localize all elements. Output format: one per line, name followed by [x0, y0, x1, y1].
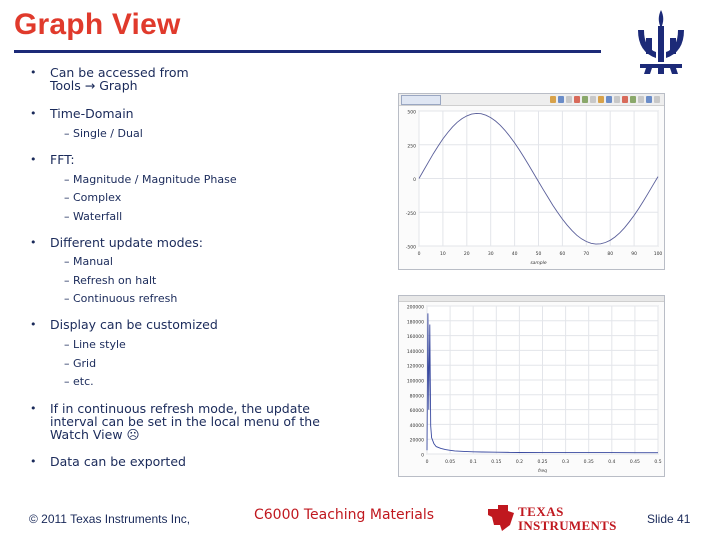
slide-title: Graph View	[14, 8, 181, 41]
x-axis-label: sample	[530, 261, 547, 266]
y-tick-label: -250	[405, 211, 416, 217]
x-tick-label: 10	[440, 252, 446, 257]
y-tick-label: 0	[413, 178, 416, 183]
y-tick-label: 80000	[409, 394, 424, 400]
x-tick-label: 0.4	[608, 460, 616, 465]
x-tick-label: 0.3	[562, 460, 570, 465]
sub-bullet: – Line style	[64, 338, 126, 351]
y-tick-label: 200000	[406, 305, 424, 311]
x-tick-label: 30	[487, 252, 494, 257]
x-tick-label: 80	[607, 252, 614, 257]
time-domain-chart	[399, 107, 664, 270]
toolbar-icon[interactable]	[582, 96, 588, 103]
x-tick-label: 70	[583, 252, 590, 257]
y-tick-label: 0	[421, 453, 424, 459]
brand-name-line2: INSTRUMENTS	[518, 518, 617, 533]
toolbar-icon[interactable]	[654, 96, 660, 103]
y-tick-label: 180000	[406, 320, 424, 326]
toolbar-icon[interactable]	[646, 96, 652, 103]
sub-bullet: – Single / Dual	[64, 127, 143, 140]
x-tick-label: 100	[653, 252, 663, 257]
x-tick-label: 0	[425, 460, 429, 465]
university-logo	[632, 8, 690, 74]
bullet-access: • Can be accessed from Tools → Graph	[30, 65, 189, 93]
toolbar-icon[interactable]	[574, 96, 580, 103]
bullet-export: • Data can be exported	[30, 454, 186, 469]
x-tick-label: 40	[511, 252, 518, 257]
x-tick-label: 0.25	[537, 460, 548, 465]
sub-bullet: – Complex	[64, 191, 122, 204]
time-domain-graph-window	[398, 93, 665, 270]
x-tick-label: 0	[417, 252, 421, 257]
toolbar-icon[interactable]	[606, 96, 612, 103]
x-tick-label: 0.2	[515, 460, 523, 465]
bullet-update-modes: • Different update modes:	[30, 235, 203, 250]
graph-toolbar	[399, 94, 664, 106]
y-tick-label: 20000	[409, 438, 424, 444]
y-tick-label: -500	[405, 245, 416, 251]
toolbar-icon[interactable]	[590, 96, 596, 103]
bullet-time-domain: • Time-Domain	[30, 106, 134, 121]
x-tick-label: 0.15	[491, 460, 502, 465]
bullet-continuous-refresh: • If in continuous refresh mode, the update interval can be set in the local menu of the Watch View ☹	[30, 401, 320, 442]
fft-graph-window	[398, 295, 665, 477]
copyright-text: © 2011 Texas Instruments Inc,	[29, 512, 191, 526]
toolbar-icon[interactable]	[550, 96, 556, 103]
sub-bullet: – Continuous refresh	[64, 292, 178, 305]
x-axis-label: freq	[537, 469, 548, 474]
x-tick-label: 50	[535, 252, 542, 257]
bullet-fft: • FFT:	[30, 152, 75, 167]
y-tick-label: 60000	[409, 409, 424, 415]
x-tick-label: 20	[463, 252, 470, 257]
y-tick-label: 40000	[409, 423, 424, 429]
fft-magnitude-chart	[399, 302, 664, 476]
toolbar-icon[interactable]	[558, 96, 564, 103]
x-tick-label: 90	[631, 252, 637, 257]
toolbar-icon[interactable]	[630, 96, 636, 103]
toolbar-icon[interactable]	[566, 96, 572, 103]
x-tick-label: 0.35	[583, 460, 594, 465]
sub-bullet: – Magnitude / Magnitude Phase	[64, 173, 237, 186]
y-tick-label: 160000	[406, 335, 424, 341]
sub-bullet: – Refresh on halt	[64, 274, 157, 287]
toolbar-icon[interactable]	[638, 96, 644, 103]
slide-number: Slide 41	[647, 512, 691, 526]
sub-bullet: – Manual	[64, 255, 113, 268]
x-tick-label: 0.45	[629, 460, 640, 465]
y-tick-label: 120000	[406, 364, 424, 370]
brand-name-line1: TEXAS	[518, 504, 564, 519]
toolbar-icon[interactable]	[622, 96, 628, 103]
y-tick-label: 100000	[406, 379, 424, 385]
x-tick-label: 0.1	[469, 460, 477, 465]
sub-bullet: – Waterfall	[64, 210, 123, 223]
toolbar-icon[interactable]	[598, 96, 604, 103]
bullet-list	[0, 0, 400, 480]
graph-tab[interactable]	[401, 95, 441, 105]
course-title: C6000 Teaching Materials	[254, 507, 435, 523]
bullet-customize: • Display can be customized	[30, 317, 218, 332]
y-tick-label: 140000	[406, 349, 424, 355]
x-tick-label: 60	[559, 252, 566, 257]
x-tick-label: 0.5	[654, 460, 662, 465]
x-tick-label: 0.05	[445, 460, 456, 465]
sub-bullet: – Grid	[64, 357, 97, 370]
toolbar-icons	[550, 96, 660, 104]
sub-bullet: – etc.	[64, 375, 94, 388]
y-tick-label: 250	[407, 144, 416, 150]
toolbar-icon[interactable]	[614, 96, 620, 103]
y-tick-label: 500	[407, 110, 416, 116]
